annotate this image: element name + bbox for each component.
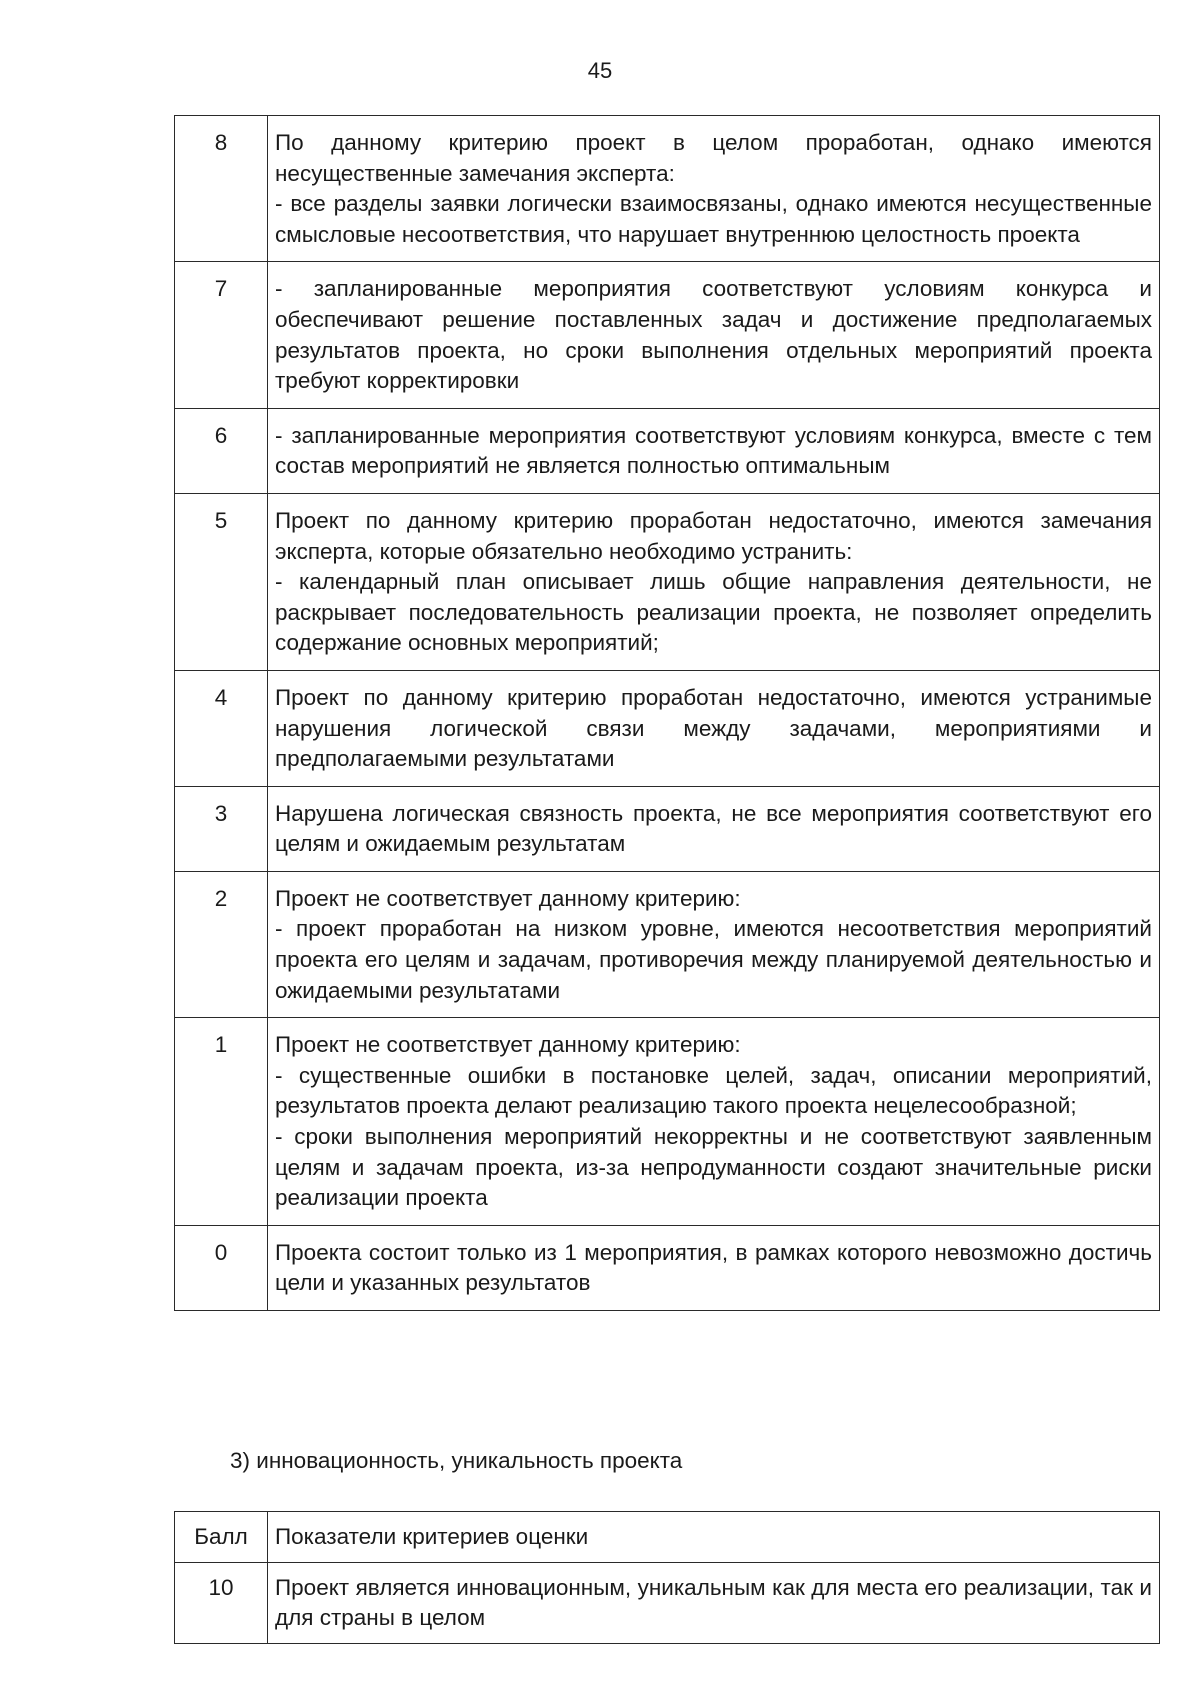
table-row: [175, 1562, 1160, 1643]
score-cell: 4: [175, 670, 268, 786]
score-cell: 5: [175, 493, 268, 670]
criteria-header: Показатели критериев оценки: [268, 1512, 1160, 1563]
criteria-text: - запланированные мероприятия соответствуют условиям конкурса и обеспечивают решение поставленных задач и достижение предполагаемых результатов проекта, но сроки выполнения отдельных мероприятий проекта требуют корректировки: [275, 276, 1152, 394]
section-heading: 3) инновационность, уникальность проекта: [230, 1448, 683, 1473]
criteria-text: Проект не соответствует данному критерию:: [275, 885, 741, 911]
criteria-cell: [268, 1562, 1160, 1643]
table-header-row: [175, 1512, 1160, 1563]
criteria-table: [174, 115, 1160, 1311]
criteria-text: Проект по данному критерию проработан недостаточно, имеются замечания эксперта, которые обязательно необходимо устранить:: [275, 507, 1152, 564]
criteria-cell: [268, 1225, 1160, 1310]
table-row: [175, 786, 1160, 871]
criteria-text: - календарный план описывает лишь общие направления деятельности, не раскрывает последовательность реализации проекта, не позволяет определить содержание основных мероприятий;: [275, 569, 1152, 656]
criteria-text: Нарушена логическая связность проекта, не все мероприятия соответствуют его целям и ожидаемым результатам: [275, 800, 1152, 857]
score-cell: 3: [175, 786, 268, 871]
score-cell: 1: [175, 1018, 268, 1226]
criteria-text: - проект проработан на низком уровне, имеются несоответствия мероприятий проекта его целям и задачам, противоречия между планируемой деятельностью и ожидаемыми результатами: [275, 916, 1152, 1003]
score-cell: 0: [175, 1225, 268, 1310]
criteria-cell: [268, 116, 1160, 262]
score-cell: 8: [175, 116, 268, 262]
criteria-text: - сроки выполнения мероприятий некорректны и не соответствуют заявленным целям и задачам проекта, из-за непродуманности создают значительные риски реализации проекта: [275, 1124, 1152, 1211]
table-row: [175, 1018, 1160, 1226]
criteria-text: - все разделы заявки логически взаимосвязаны, однако имеются несущественные смысловые несоответствия, что нарушает внутреннюю целостность проекта: [275, 191, 1152, 247]
table-row: [175, 871, 1160, 1017]
table-row: [175, 493, 1160, 670]
score-cell: 6: [175, 408, 268, 493]
table-row: [175, 408, 1160, 493]
criteria-text: Проект по данному критерию проработан недостаточно, имеются устранимые нарушения логической связи между задачами, мероприятиями и предполагаемыми результатами: [275, 684, 1152, 772]
criteria-cell: [268, 408, 1160, 493]
table-row: [175, 670, 1160, 786]
criteria-text: - запланированные мероприятия соответствуют условиям конкурса, вместе с тем состав мероприятий не является полностью оптимальным: [275, 422, 1152, 479]
criteria-text: - существенные ошибки в постановке целей, задач, описании мероприятий, результатов проекта делают реализацию такого проекта нецелесообразной;: [275, 1062, 1152, 1119]
criteria-text: Проект не соответствует данному критерию:: [275, 1032, 741, 1058]
score-cell: 2: [175, 871, 268, 1017]
score-cell: 10: [175, 1562, 268, 1643]
score-header: Балл: [175, 1512, 268, 1563]
criteria-cell: [268, 871, 1160, 1017]
table-row: [175, 1225, 1160, 1310]
score-cell: 7: [175, 262, 268, 408]
page-number: 45: [587, 58, 613, 83]
criteria-cell: [268, 493, 1160, 670]
criteria-text: Проект является инновационным, уникальным как для места его реализации, так и для страны в целом: [275, 1574, 1152, 1631]
criteria-text: По данному критерию проект в целом проработан, однако имеются несущественные замечания эксперта:: [275, 130, 1152, 186]
criteria-cell: [268, 262, 1160, 408]
criteria-cell: [268, 786, 1160, 871]
table-row: [175, 262, 1160, 408]
criteria-cell: [268, 1018, 1160, 1226]
criteria-cell: [268, 670, 1160, 786]
innovation-criteria-table: [174, 1511, 1160, 1644]
table-row: [175, 116, 1160, 262]
criteria-text: Проекта состоит только из 1 мероприятия, в рамках которого невозможно достичь цели и указанных результатов: [275, 1239, 1152, 1296]
